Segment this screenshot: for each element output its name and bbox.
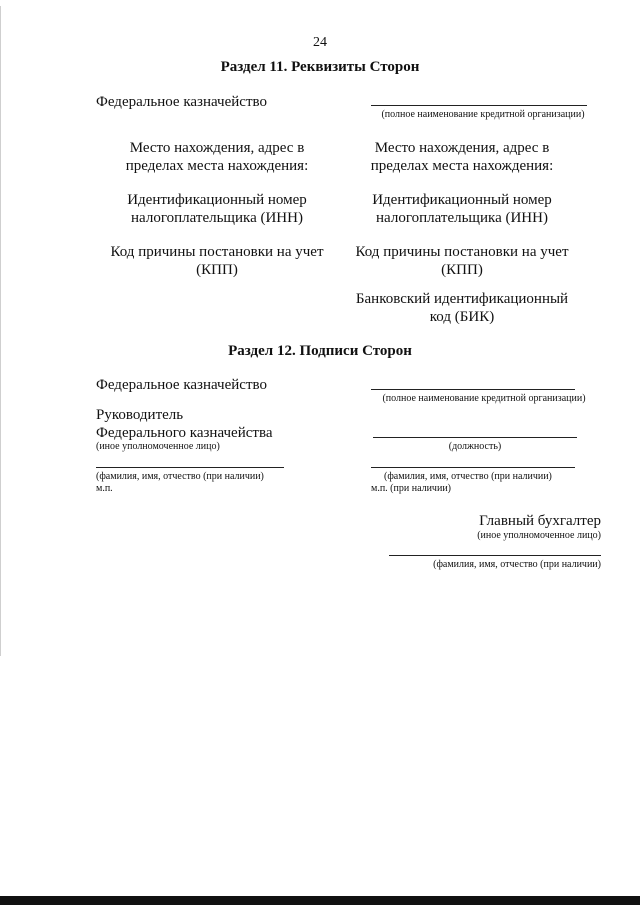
- s12-bank-name-caption: (полное наименование кредитной организации): [382, 393, 586, 404]
- s12-right-signature-line: [371, 467, 575, 468]
- s12-position-line: [373, 437, 577, 438]
- s11-right-bik-1: Банковский идентификационный: [355, 291, 569, 307]
- s12-head-note: (иное уполномоченное лицо): [96, 441, 220, 452]
- s11-left-kpp-2: (КПП): [196, 262, 238, 278]
- s12-left-signature-line: [96, 467, 284, 468]
- scan-left-edge: [0, 6, 1, 656]
- s12-right-fio-caption: (фамилия, имя, отчество (при наличии): [384, 471, 552, 482]
- s11-right-address-2: пределах места нахождения:: [370, 158, 554, 174]
- s12-head-title-1: Руководитель: [96, 407, 184, 423]
- s11-right-inn-2: налогоплательщика (ИНН): [376, 210, 548, 226]
- s11-right-kpp-1: Код причины постановки на учет: [355, 244, 569, 260]
- s12-right-mp: м.п. (при наличии): [371, 483, 451, 494]
- section-12-title: Раздел 12. Подписи Сторон: [228, 343, 412, 359]
- s12-left-mp: м.п.: [96, 483, 113, 494]
- s11-left-address-2: пределах места нахождения:: [125, 158, 309, 174]
- s12-chief-accountant: Главный бухгалтер: [479, 513, 601, 529]
- s11-left-kpp-1: Код причины постановки на учет: [110, 244, 324, 260]
- s11-bank-name-line: [371, 105, 587, 106]
- s12-chief-signature-line: [389, 555, 601, 556]
- s12-left-party: Федеральное казначейство: [96, 377, 267, 393]
- s12-chief-fio-caption: (фамилия, имя, отчество (при наличии): [433, 559, 601, 570]
- s11-left-address-1: Место нахождения, адрес в: [129, 140, 305, 156]
- s11-right-kpp-2: (КПП): [441, 262, 483, 278]
- s11-right-bik-2: код (БИК): [429, 309, 495, 325]
- s11-right-address-1: Место нахождения, адрес в: [374, 140, 550, 156]
- s11-bank-name-caption: (полное наименование кредитной организации): [381, 109, 585, 120]
- s12-chief-note: (иное уполномоченное лицо): [477, 530, 601, 541]
- s12-head-title-2: Федерального казначейства: [96, 425, 273, 441]
- s11-left-party: Федеральное казначейство: [96, 94, 267, 110]
- s12-left-fio-caption: (фамилия, имя, отчество (при наличии): [96, 471, 264, 482]
- s11-left-inn-1: Идентификационный номер: [127, 192, 307, 208]
- scan-bottom-edge: [0, 896, 640, 905]
- page-number: 24: [313, 35, 327, 50]
- s12-bank-name-line: [371, 389, 575, 390]
- s11-left-inn-2: налогоплательщика (ИНН): [131, 210, 303, 226]
- s12-position-caption: (должность): [448, 441, 502, 452]
- section-11-title: Раздел 11. Реквизиты Сторон: [220, 59, 420, 75]
- s11-right-inn-1: Идентификационный номер: [372, 192, 552, 208]
